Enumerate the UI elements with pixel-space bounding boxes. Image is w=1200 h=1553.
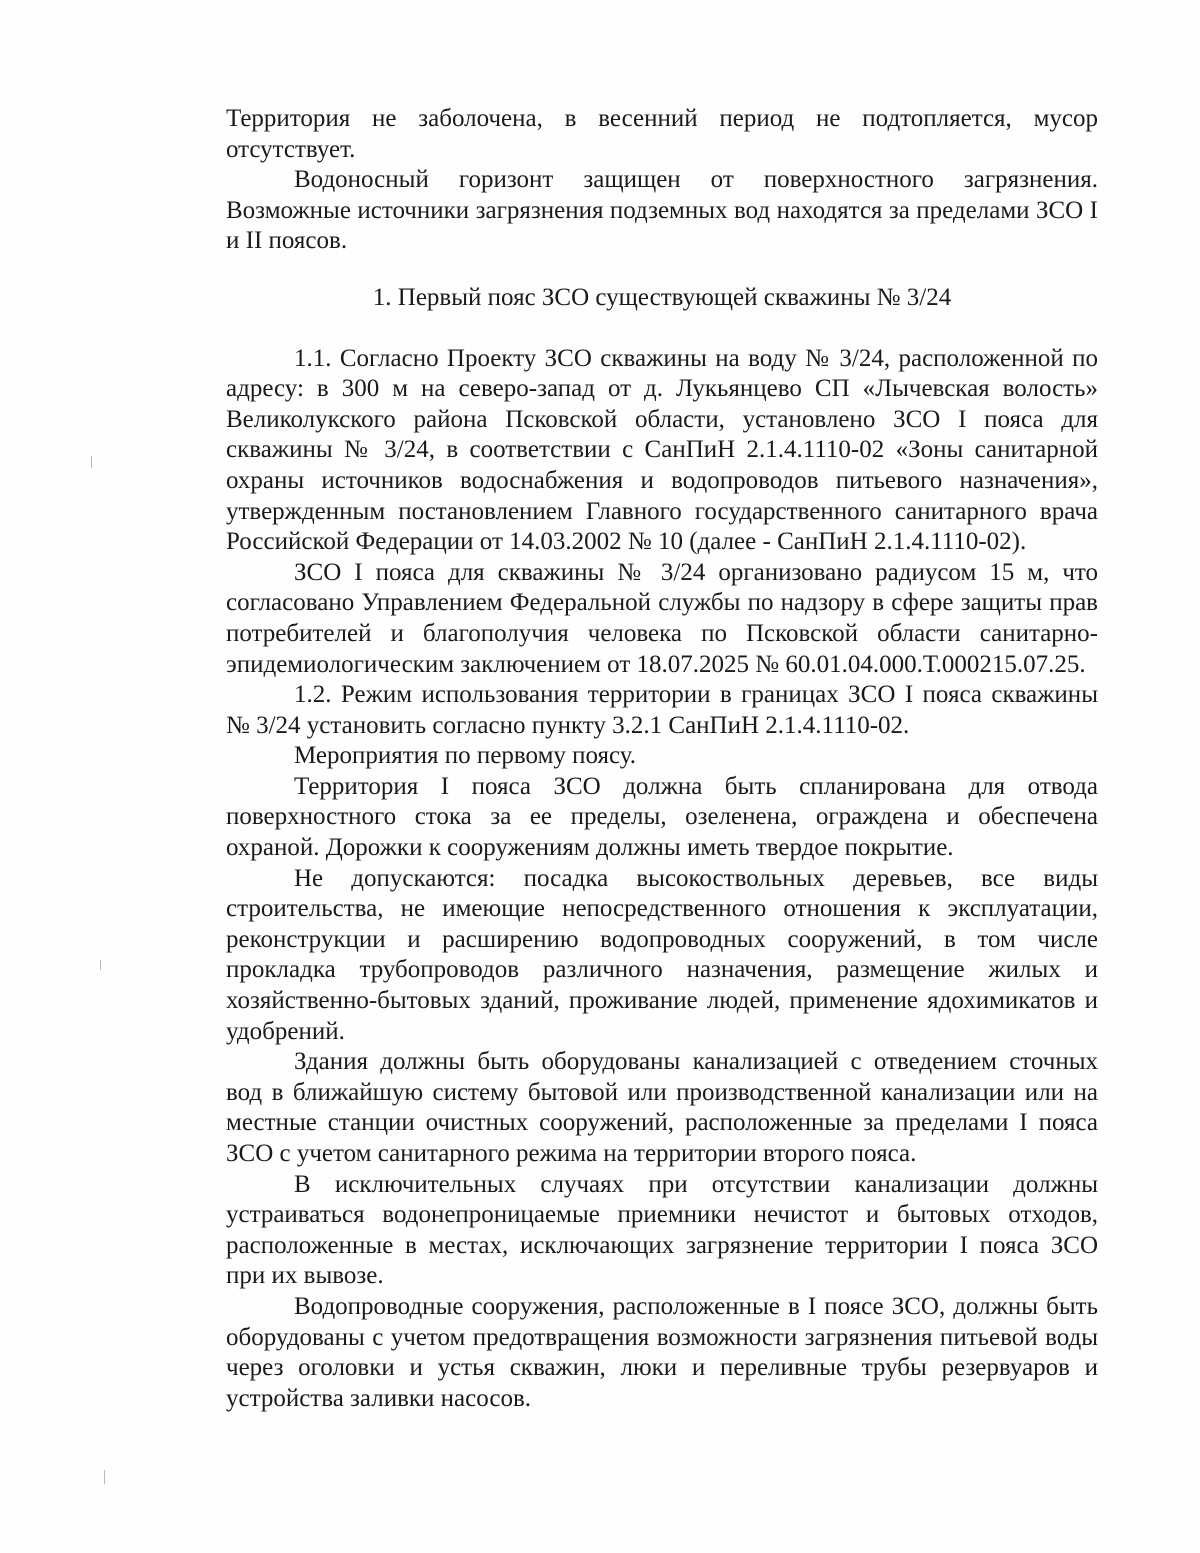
scan-artifact-mark bbox=[91, 456, 92, 468]
paragraph: Территория не заболочена, в весенний период не подтопляется, мусор отсутствует. bbox=[226, 105, 1098, 163]
paragraph: Территория I пояса ЗСО должна быть спланирована для отвода поверхностного стока за ее пределы, озеленена, ограждена и обеспечена охраной. Дорожки к сооружениям должны иметь твердое покрытие. bbox=[226, 772, 1098, 862]
paragraph: ЗСО I пояса для скважины № 3/24 организовано радиусом 15 м, что согласовано Управлением Федеральной службы по надзору в сфере защиты прав потребителей и благополучия человека по Псковской области санитарно-эпидемиологическим заключением от 18.07.2025 № 60.01.04.000.Т.000215.07.25. bbox=[226, 558, 1098, 678]
section-heading: 1. Первый пояс ЗСО существующей скважины № 3/24 bbox=[372, 283, 952, 311]
paragraph: Водопроводные сооружения, расположенные в I поясе ЗСО, должны быть оборудованы с учетом предотвращения возможности загрязнения питьевой воды через оголовки и устья скважин, люки и переливные трубы резервуаров и устройства заливки насосов. bbox=[226, 1292, 1098, 1412]
scan-artifact-mark bbox=[104, 1470, 105, 1484]
paragraph: Не допускаются: посадка высокоствольных деревьев, все виды строительства, не имеющие непосредственного отношения к эксплуатации, реконструкции и расширению водопроводных сооружений, в том числе прокладка трубопроводов различного назначения, размещение жилых и хозяйственно-бытовых зданий, проживание людей, применение ядохимикатов и удобрений. bbox=[226, 864, 1098, 1045]
paragraph: Здания должны быть оборудованы канализацией с отведением сточных вод в ближайшую систему бытовой или производственной канализации или на местные станции очистных сооружений, расположенные за пределами I пояса ЗСО с учетом санитарного режима на территории второго пояса. bbox=[226, 1048, 1098, 1167]
paragraph: В исключительных случаях при отсутствии канализации должны устраиваться водонепроницаемые приемники нечистот и бытовых отходов, расположенные в местах, исключающих загрязнение территории I пояса ЗСО при их вывозе. bbox=[226, 1170, 1098, 1290]
paragraph: Мероприятия по первому поясу. bbox=[294, 742, 637, 770]
paragraph: 1.1. Согласно Проекту ЗСО скважины на воду № 3/24, расположенной по адресу: в 300 м на северо-запад от д. Лукьянцево СП «Лычевская волость» Великолукского района Псковской области, установлено ЗСО I пояса для скважины № 3/24, в соответствии с СанПиН 2.1.4.1110-02 «Зоны санитарной охраны источников водоснабжения и водопроводов питьевого назначения», утвержденным постановлением Главного государственного санитарного врача Российской Федерации от 14.03.2002 № 10 (далее - СанПиН 2.1.4.1110-02). bbox=[226, 344, 1098, 556]
paragraph: 1.2. Режим использования территории в границах ЗСО I пояса скважины № 3/24 установить согласно пункту 3.2.1 СанПиН 2.1.4.1110-02. bbox=[226, 681, 1098, 739]
scan-artifact-mark bbox=[100, 960, 101, 970]
document-body bbox=[226, 104, 1098, 1414]
paragraph: Водоносный горизонт защищен от поверхностного загрязнения. Возможные источники загрязнения подземных вод находятся за пределами ЗСО I и II поясов. bbox=[226, 166, 1098, 255]
